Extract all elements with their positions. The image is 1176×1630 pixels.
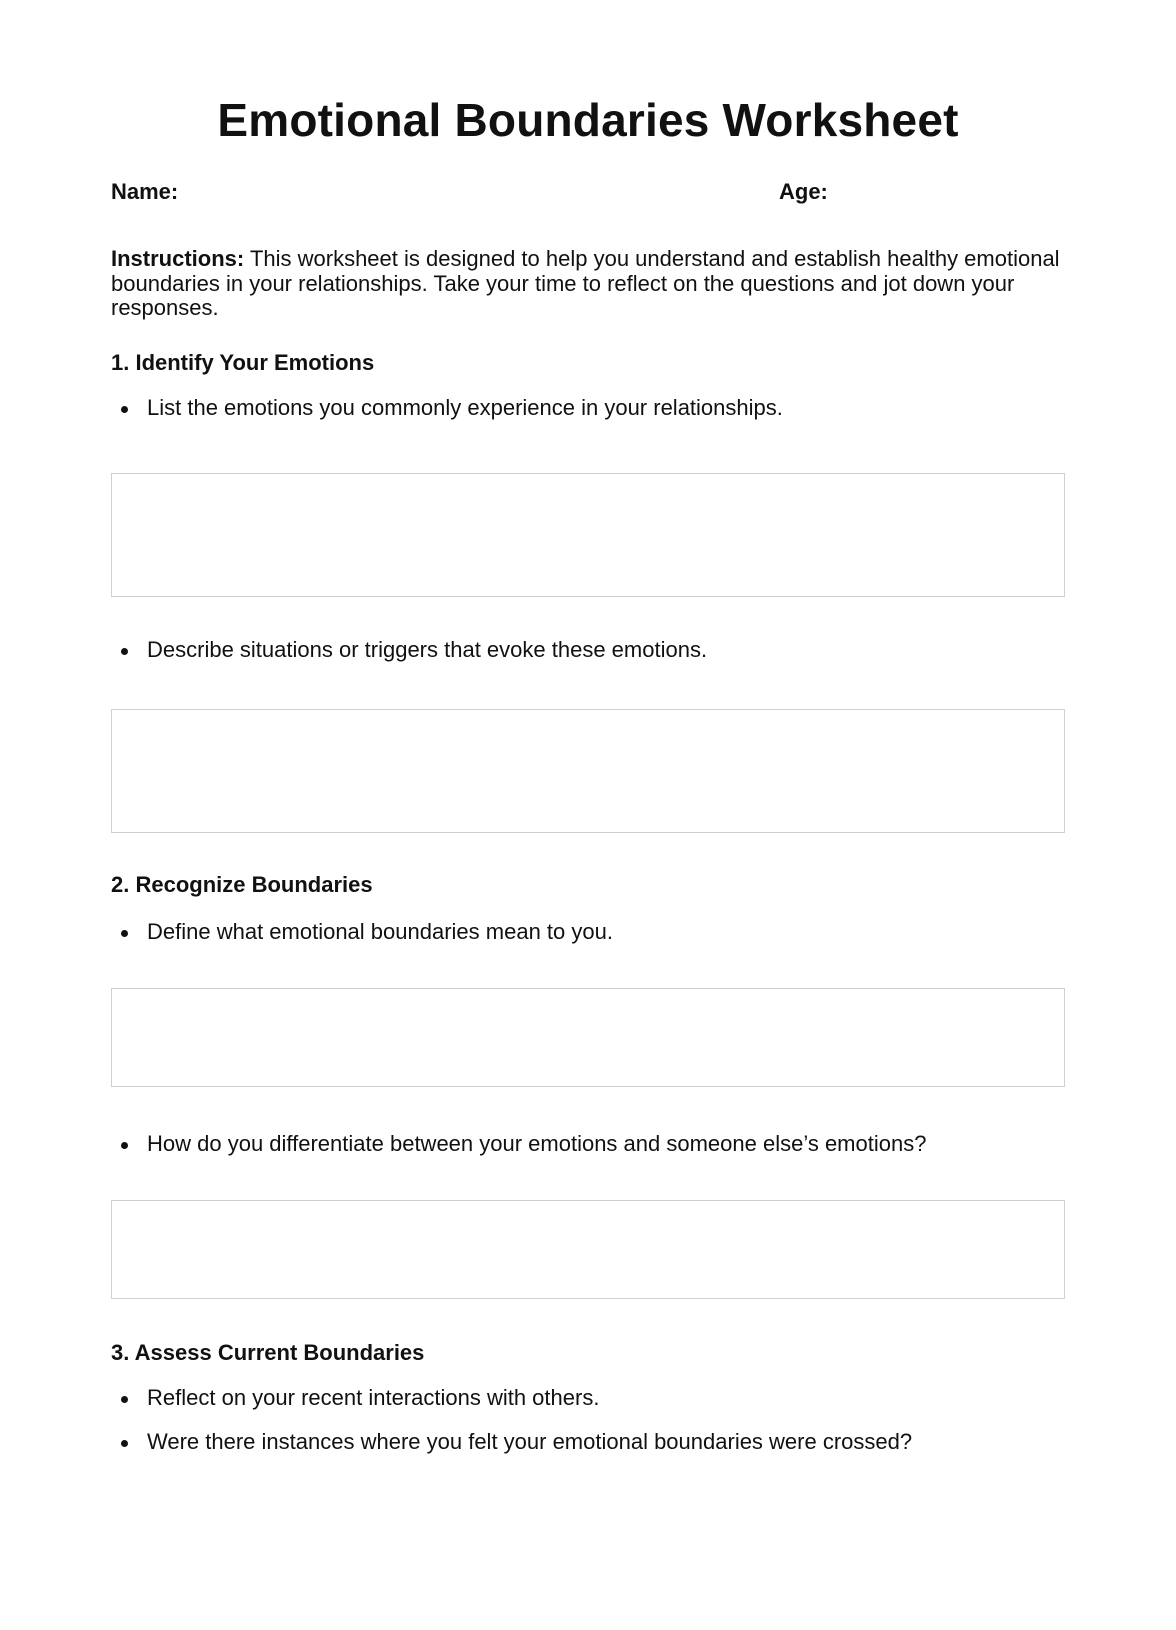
section-heading-assess-boundaries: 3. Assess Current Boundaries — [111, 1340, 425, 1365]
bullet-icon — [121, 1440, 128, 1447]
answer-box-boundaries-definition[interactable] — [111, 988, 1065, 1087]
answer-box-differentiate-emotions[interactable] — [111, 1200, 1065, 1299]
answer-box-emotion-triggers[interactable] — [111, 709, 1065, 833]
list-item-text: How do you differentiate between your emotions and someone else’s emotions? — [147, 1131, 927, 1156]
bullet-icon — [121, 648, 128, 655]
name-label: Name: — [111, 179, 179, 204]
bullet-icon — [121, 1396, 128, 1403]
list-item-text: List the emotions you commonly experience in your relationships. — [147, 395, 783, 420]
list-item-text: Define what emotional boundaries mean to you. — [147, 919, 613, 944]
section-heading-identify-emotions: 1. Identify Your Emotions — [111, 350, 375, 375]
instructions-paragraph — [111, 247, 1071, 321]
list-item-text: Reflect on your recent interactions with others. — [147, 1385, 600, 1410]
instructions-text: This worksheet is designed to help you understand and establish healthy emotional boundaries in your relationships. Take your time to reflect on the questions and jot down your responses. — [111, 246, 1060, 320]
bullet-icon — [121, 930, 128, 937]
section-heading-recognize-boundaries: 2. Recognize Boundaries — [111, 872, 373, 897]
bullet-icon — [121, 406, 128, 413]
bullet-icon — [121, 1142, 128, 1149]
list-item-text: Describe situations or triggers that evoke these emotions. — [147, 637, 708, 662]
answer-box-emotions-list[interactable] — [111, 473, 1065, 597]
instructions-label: Instructions: — [111, 246, 245, 271]
age-label: Age: — [779, 179, 828, 204]
list-item-text: Were there instances where you felt your emotional boundaries were crossed? — [147, 1429, 913, 1454]
page-title: Emotional Boundaries Worksheet — [217, 94, 959, 146]
